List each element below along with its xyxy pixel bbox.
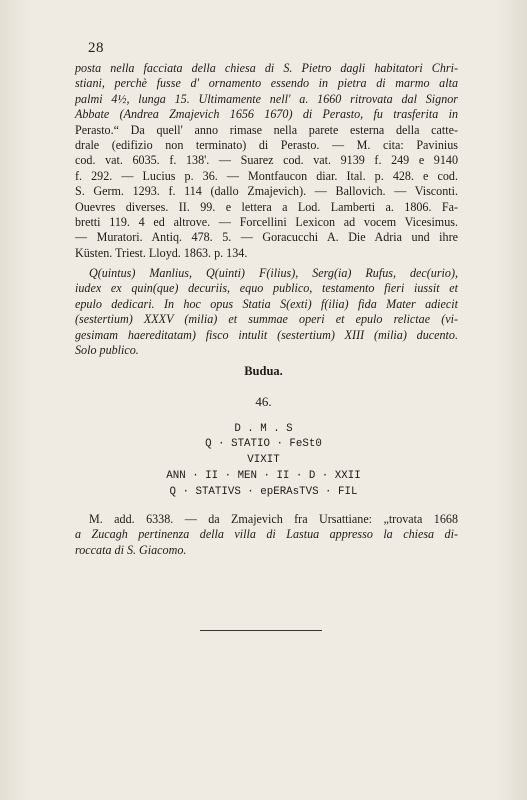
reading-line: Q(uintus) Manlius, Q(uinti) F(ilius), Serg(ia) Rufus, dec(urio),	[89, 266, 458, 280]
section-heading: Budua.	[244, 364, 283, 378]
reading-line: gesimam haereditatam) fisco intulit (sestertium) XIII (milia) ducento.	[75, 327, 458, 342]
commentary-paragraph	[75, 61, 458, 261]
inscription-line: Q · STATIVS · epERAsTVS · FIL	[169, 486, 358, 498]
page-number: 28	[88, 40, 104, 56]
inscription-line: Q · STATIO · FeSt0	[205, 438, 322, 450]
inscription-line: D . M . S	[234, 423, 293, 435]
note-line: a Zucagh pertinenza della villa di Lastua appresso la chiesa di-	[75, 527, 458, 542]
reading-line: epulo dedicari. In hoc opus Statia S(exti) f(ilia) fida Mater adiecit	[75, 296, 458, 311]
note-line: roccata di S. Giacomo.	[75, 542, 187, 557]
commentary-line: palmi 4½, lunga 15. Ultimamente nell' a. 1660 ritrovata dal Signor	[75, 91, 458, 106]
note-line: M. add. 6338. — da Zmajevich fra Ursattiane: „trovata 1668	[89, 512, 458, 526]
commentary-line: Abbate (Andrea Zmajevich 1656 1670) di Perasto, fu trasferita in	[75, 107, 458, 122]
commentary-line: — Muratori. Antiq. 478. 5. — Goracucchi A. Die Adria und ihre	[75, 230, 458, 245]
commentary-line: Küsten. Triest. Lloyd. 1863. p. 134.	[75, 245, 248, 260]
commentary-line: bretti 119. 4 ed altrove. — Forcellini Lexicon ad vocem Vicesimus.	[75, 215, 458, 230]
commentary-line: Ouevres diverses. II. 99. e lettera a Lod. Lamberti a. 1806. Fa-	[75, 199, 458, 214]
inscription-line: ANN · II · MEN · II · D · XXII	[166, 470, 361, 482]
commentary-line: Perasto.“ Da quell' anno rimase nella parete esterna della catte-	[75, 122, 458, 137]
commentary-line: posta nella facciata della chiesa di S. Pietro dagli habitatori Chri-	[75, 61, 458, 75]
reading-line: iudex ex quin(que) decuriis, equo publico, testamento fieri iussit et	[75, 281, 458, 296]
commentary-line: S. Germ. 1293. f. 114 (dallo Zmajevich). — Ballovich. — Visconti.	[75, 184, 458, 199]
note-paragraph	[75, 512, 458, 558]
reading-paragraph	[75, 266, 458, 358]
horizontal-rule	[200, 630, 322, 631]
commentary-line: f. 292. — Lucius p. 36. — Montfaucon diar. Ital. p. 428. e cod.	[75, 168, 458, 183]
inscription-line: VIXIT	[247, 454, 280, 466]
commentary-line: stiani, perchè fusse d' ornamento essendo in pietra di marmo alta	[75, 76, 458, 91]
reading-line: (sestertium) XXXV (milia) et summae operi et epulo relictae (vi-	[75, 312, 458, 327]
inscription-number: 46.	[255, 394, 272, 409]
reading-line: Solo publico.	[75, 343, 139, 358]
commentary-line: cod. vat. 6035. f. 138'. — Suarez cod. vat. 9139 f. 249 e 9140	[75, 153, 458, 168]
commentary-line: drale (edifizio non terminato) di Perasto. — M. cita: Pavinius	[75, 138, 458, 153]
